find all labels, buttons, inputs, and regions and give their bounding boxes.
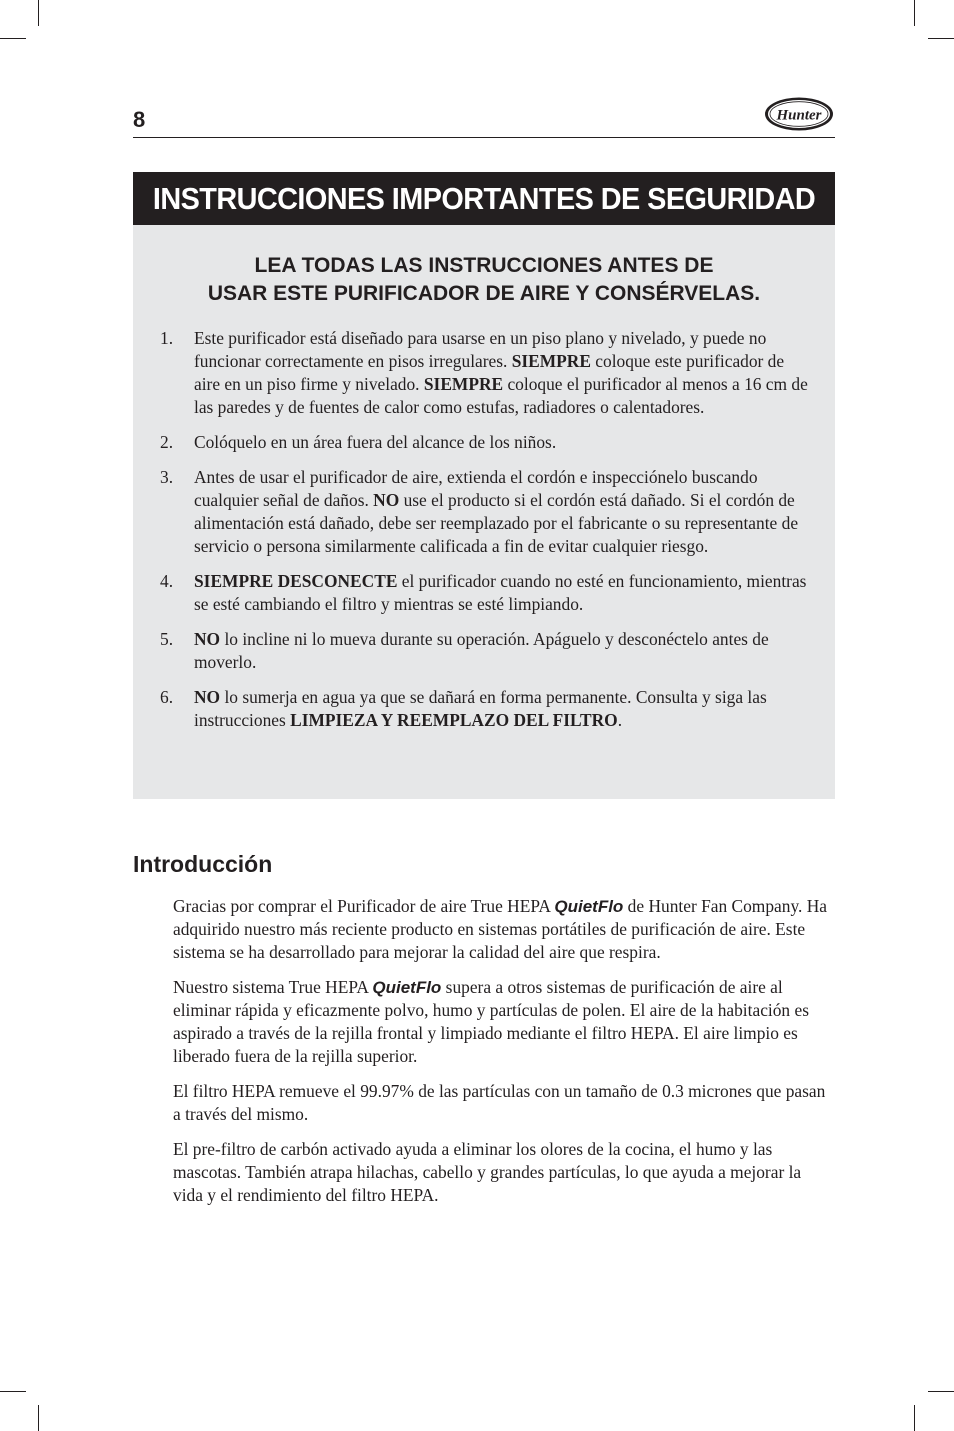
text-run: coloque este purificador de aire en un piso firme y nivelado. xyxy=(194,351,785,394)
text-run: de Hunter Fan Company. Ha adquirido nuestro más reciente producto en sistemas portátiles de purificación de aire. Este sistema se ha desarrollado para mejorar la calidad del aire que respira. xyxy=(173,896,827,962)
text-run: Este purificador está diseñado para usarse en un piso plano y nivelado, y puede no funcionar correctamente en pisos irregulares. xyxy=(194,328,767,371)
crop-mark xyxy=(914,0,915,26)
safety-item-number: 4. xyxy=(160,571,174,591)
crop-mark xyxy=(38,0,39,26)
brand-name: QuietFlo xyxy=(554,897,624,916)
safety-subtitle-line-2: USAR ESTE PURIFICADOR DE AIRE Y CONSÉRVELAS. xyxy=(207,282,761,305)
intro-paragraph xyxy=(173,895,835,964)
svg-text:Hunter: Hunter xyxy=(776,107,822,124)
crop-mark xyxy=(38,1405,39,1431)
safety-title: INSTRUCCIONES IMPORTANTES DE SEGURIDAD xyxy=(152,180,816,216)
crop-mark xyxy=(928,38,954,39)
safety-subtitle-line-1: LEA TODAS LAS INSTRUCCIONES ANTES DE xyxy=(254,254,714,277)
safety-item-number: 3. xyxy=(160,467,174,487)
text-run: . xyxy=(617,710,623,730)
safety-item xyxy=(133,327,835,419)
safety-item xyxy=(133,570,835,616)
bold-text: SIEMPRE DESCONECTE xyxy=(194,571,398,591)
safety-item-number: 2. xyxy=(160,432,174,452)
brand-name: QuietFlo xyxy=(372,978,442,997)
text-run: el purificador cuando no esté en funcionamiento, mientras se esté cambiando el filtro y mientras se esté limpiando. xyxy=(194,571,807,614)
text-run: Colóquelo en un área fuera del alcance de los niños. xyxy=(194,432,557,452)
text-run: El filtro HEPA remueve el 99.97% de las partículas con un tamaño de 0.3 micrones que pasan a través del mismo. xyxy=(173,1081,826,1124)
safety-title-bar xyxy=(133,172,835,225)
intro-paragraph xyxy=(173,1080,835,1126)
bold-text: NO xyxy=(194,629,221,649)
bold-text: SIEMPRE xyxy=(423,374,504,394)
intro-heading: Introducción xyxy=(133,851,273,877)
safety-item xyxy=(133,431,835,454)
text-run: supera a otros sistemas de purificación de aire al eliminar rápida y eficazmente polvo, humo y partículas de polen. El aire de la habitación es aspirado a través de la rejilla frontal y limpiado mediante el filtro HEPA. El aire limpio es liberado fuera de la rejilla superior. xyxy=(173,977,809,1066)
page-number: 8 xyxy=(133,107,146,132)
safety-item xyxy=(133,628,835,674)
intro-paragraph xyxy=(173,1138,835,1207)
safety-item xyxy=(133,686,835,732)
safety-instructions-box xyxy=(133,172,835,799)
text-run: coloque el purificador al menos a 16 cm de las paredes y de fuentes de calor como estufas, radiadores o calentadores. xyxy=(194,374,808,417)
bold-text: NO xyxy=(373,490,400,510)
intro-paragraph xyxy=(173,976,835,1068)
crop-mark xyxy=(0,1391,26,1392)
crop-mark xyxy=(928,1391,954,1392)
text-run: lo sumerja en agua ya que se dañará en forma permanente. Consulta y siga las instrucciones xyxy=(194,687,767,730)
intro-body xyxy=(173,895,835,1219)
safety-item-number: 1. xyxy=(160,328,174,348)
bold-text: SIEMPRE xyxy=(511,351,591,371)
text-run: use el producto si el cordón está dañado. Si el cordón de alimentación está dañado, debe ser reemplazado por el fabricante o su representante de servicio o persona similarmente calificada a fin de evitar cualquier riesgo. xyxy=(194,490,799,556)
crop-mark xyxy=(0,38,26,39)
crop-mark xyxy=(914,1405,915,1431)
bold-text: LIMPIEZA Y REEMPLAZO DEL FILTRO xyxy=(290,710,618,730)
hunter-logo xyxy=(764,96,834,132)
text-run: lo incline ni lo mueva durante su operación. Apáguelo y desconéctelo antes de moverlo. xyxy=(194,629,769,672)
safety-item-number: 5. xyxy=(160,629,174,649)
safety-subtitle xyxy=(133,252,835,308)
text-run: El pre-filtro de carbón activado ayuda a eliminar los olores de la cocina, el humo y las mascotas. También atrapa hilachas, cabello y grandes partículas, lo que ayuda a mejorar la vida y el rendimiento del filtro HEPA. xyxy=(173,1139,802,1205)
text-run: Nuestro sistema True HEPA xyxy=(173,977,373,997)
safety-item-number: 6. xyxy=(160,687,174,707)
text-run: Gracias por comprar el Purificador de aire True HEPA xyxy=(173,896,555,916)
safety-list xyxy=(133,327,835,732)
safety-item xyxy=(133,466,835,558)
bold-text: NO xyxy=(194,687,221,707)
text-run: Antes de usar el purificador de aire, extienda el cordón e inspecciónelo buscando cualquier señal de daños. xyxy=(194,467,758,510)
header-rule xyxy=(133,137,835,138)
